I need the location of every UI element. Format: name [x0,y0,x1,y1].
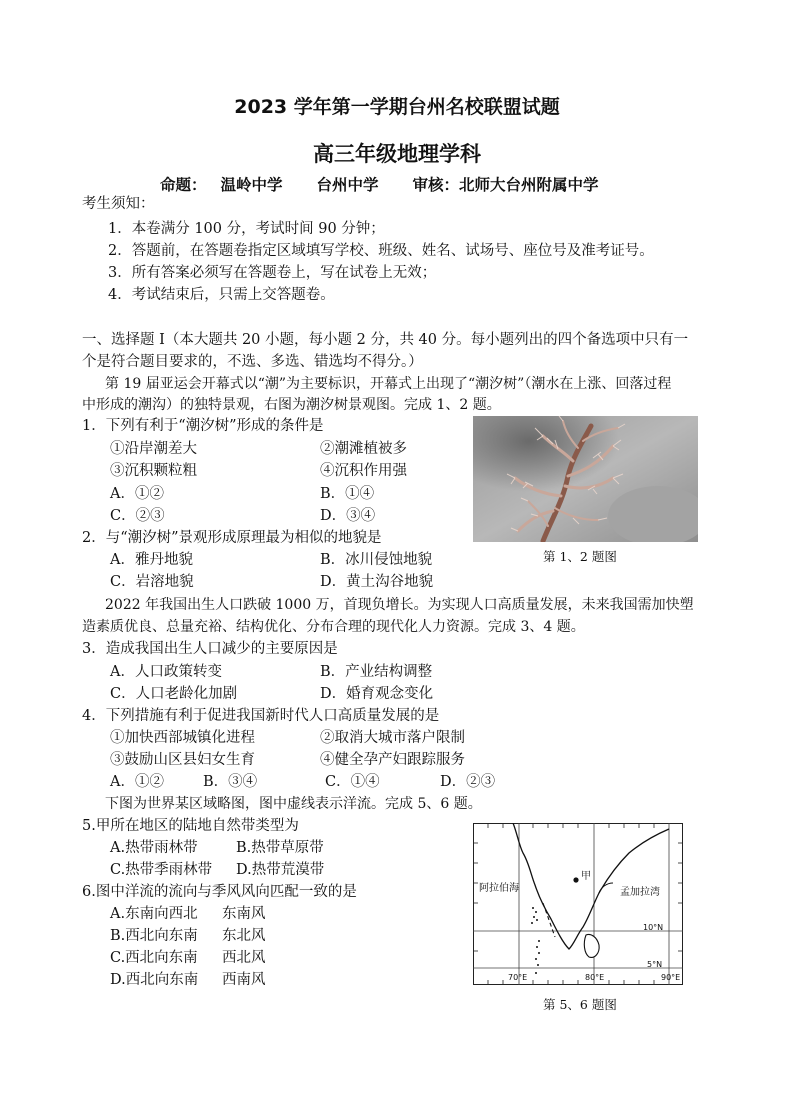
answer-choice-wind: 东南风 [222,906,266,922]
statement-option: ①加快西部城镇化进程 [110,730,255,746]
passage-text: 下图为世界某区域略图，图中虚线表示洋流。完成 5、6 题。 [105,796,482,812]
label-bay-of-bengal: 孟加拉湾 [620,887,660,898]
figure-caption: 第 5、6 题图 [543,997,617,1012]
answer-choice: C．①④ [325,774,380,790]
lon-label-90e: 90°E [661,973,681,982]
passage-text: 2022 年我国出生人口跌破 1000 万，首现负增长。为实现人口高质量发展，未来我国需加快塑 [105,597,694,613]
tidal-tree-photo [473,416,698,542]
notice-item: 3．所有答案必须写在答题卷上，写在试卷上无效； [108,265,437,281]
reviewer: 审核：北师大台州附属中学 [412,176,599,194]
answer-choice: C．岩溶地貌 [110,574,194,590]
label-arabian-sea: 阿拉伯海 [479,883,519,894]
notice-heading: 考生须知： [82,196,155,212]
answer-choice: A.热带雨林带 [110,840,198,856]
section-intro: 一、选择题 I（本大题共 20 小题，每小题 2 分，共 40 分。每小题列出的四个备选项中只有一 [82,332,689,348]
answer-choice: D.西北向东南 [110,972,199,988]
author-school-1: 温岭中学 [220,176,283,194]
answer-choice: C.热带季雨林带 [110,862,213,878]
answer-choice: B.热带草原带 [236,840,324,856]
answer-choice: D．②③ [440,774,496,790]
question-stem: 6.图中洋流的流向与季风风向匹配一致的是 [82,884,357,900]
statement-option: ②潮滩植被多 [320,441,407,457]
question-stem: 3．造成我国出生人口减少的主要原因是 [82,641,338,657]
lon-label-70e: 70°E [508,973,528,982]
statement-option: ④健全孕产妇跟踪服务 [320,752,465,768]
label-jia: 甲 [581,871,591,882]
answer-choice: A.东南向西北 [110,906,198,922]
exam-subtitle: 高三年级地理学科 [313,142,481,166]
statement-option: ①沿岸潮差大 [110,441,197,457]
answer-choice: C.西北向东南 [110,950,198,966]
passage-text: 中形成的潮沟）的独特景观，右图为潮汐树景观图。完成 1、2 题。 [82,397,501,413]
question-stem: 2．与“潮汐树”景观形成原理最为相似的地貌是 [82,530,382,546]
answer-choice: B．冰川侵蚀地貌 [320,552,433,568]
authors-line [160,173,599,195]
notice-item: 1．本卷满分 100 分，考试时间 90 分钟； [108,221,385,237]
answer-choice: B.西北向东南 [110,928,198,944]
answer-choice: B．③④ [203,774,258,790]
answer-choice: D．婚育观念变化 [320,686,434,702]
region-map [473,823,683,985]
statement-option: ③沉积颗粒粗 [110,463,197,479]
question-stem: 1．下列有利于“潮汐树”形成的条件是 [82,418,324,434]
answer-choice-wind: 西南风 [222,972,266,988]
section-intro: 个是符合题目要求的，不选、多选、错选均不得分。） [82,354,423,370]
author-label: 命题： [160,176,207,194]
author-school-2: 台州中学 [316,176,379,194]
statement-option: ②取消大城市落户限制 [320,730,465,746]
exam-title: 2023 学年第一学期台州名校联盟试题 [234,96,560,118]
question-stem: 5.甲所在地区的陆地自然带类型为 [82,818,299,834]
lat-label-5n: 5°N [647,960,663,969]
answer-choice-wind: 东北风 [222,928,266,944]
passage-text: 第 19 届亚运会开幕式以“潮”为主要标识，开幕式上出现了“潮汐树”（潮水在上涨、回落过程 [105,376,672,392]
notice-item: 2．答题前，在答题卷指定区域填写学校、班级、姓名、试场号、座位号及准考证号。 [108,243,654,259]
answer-choice: A．人口政策转变 [110,664,222,680]
question-stem: 4．下列措施有利于促进我国新时代人口高质量发展的是 [82,708,440,724]
answer-choice: D．黄土沟谷地貌 [320,574,434,590]
statement-option: ③鼓励山区县妇女生育 [110,752,255,768]
lon-label-80e: 80°E [585,973,605,982]
answer-choice: C．人口老龄化加剧 [110,686,238,702]
answer-choice: D．③④ [320,508,376,524]
point-jia [573,877,578,882]
answer-choice-wind: 西北风 [222,950,266,966]
answer-choice: A．①② [110,486,164,502]
statement-option: ④沉积作用强 [320,463,407,479]
answer-choice: A．雅丹地貌 [110,552,193,568]
lat-label-10n: 10°N [643,923,664,932]
figure-caption: 第 1、2 题图 [543,549,617,564]
notice-item: 4．考试结束后，只需上交答题卷。 [108,287,335,303]
answer-choice: C．②③ [110,508,165,524]
answer-choice: A．①② [110,774,164,790]
answer-choice: B．产业结构调整 [320,664,433,680]
answer-choice: D.热带荒漠带 [236,862,325,878]
passage-text: 造素质优良、总量充裕、结构优化、分布合理的现代化人力资源。完成 3、4 题。 [82,619,585,635]
answer-choice: B．①④ [320,486,375,502]
